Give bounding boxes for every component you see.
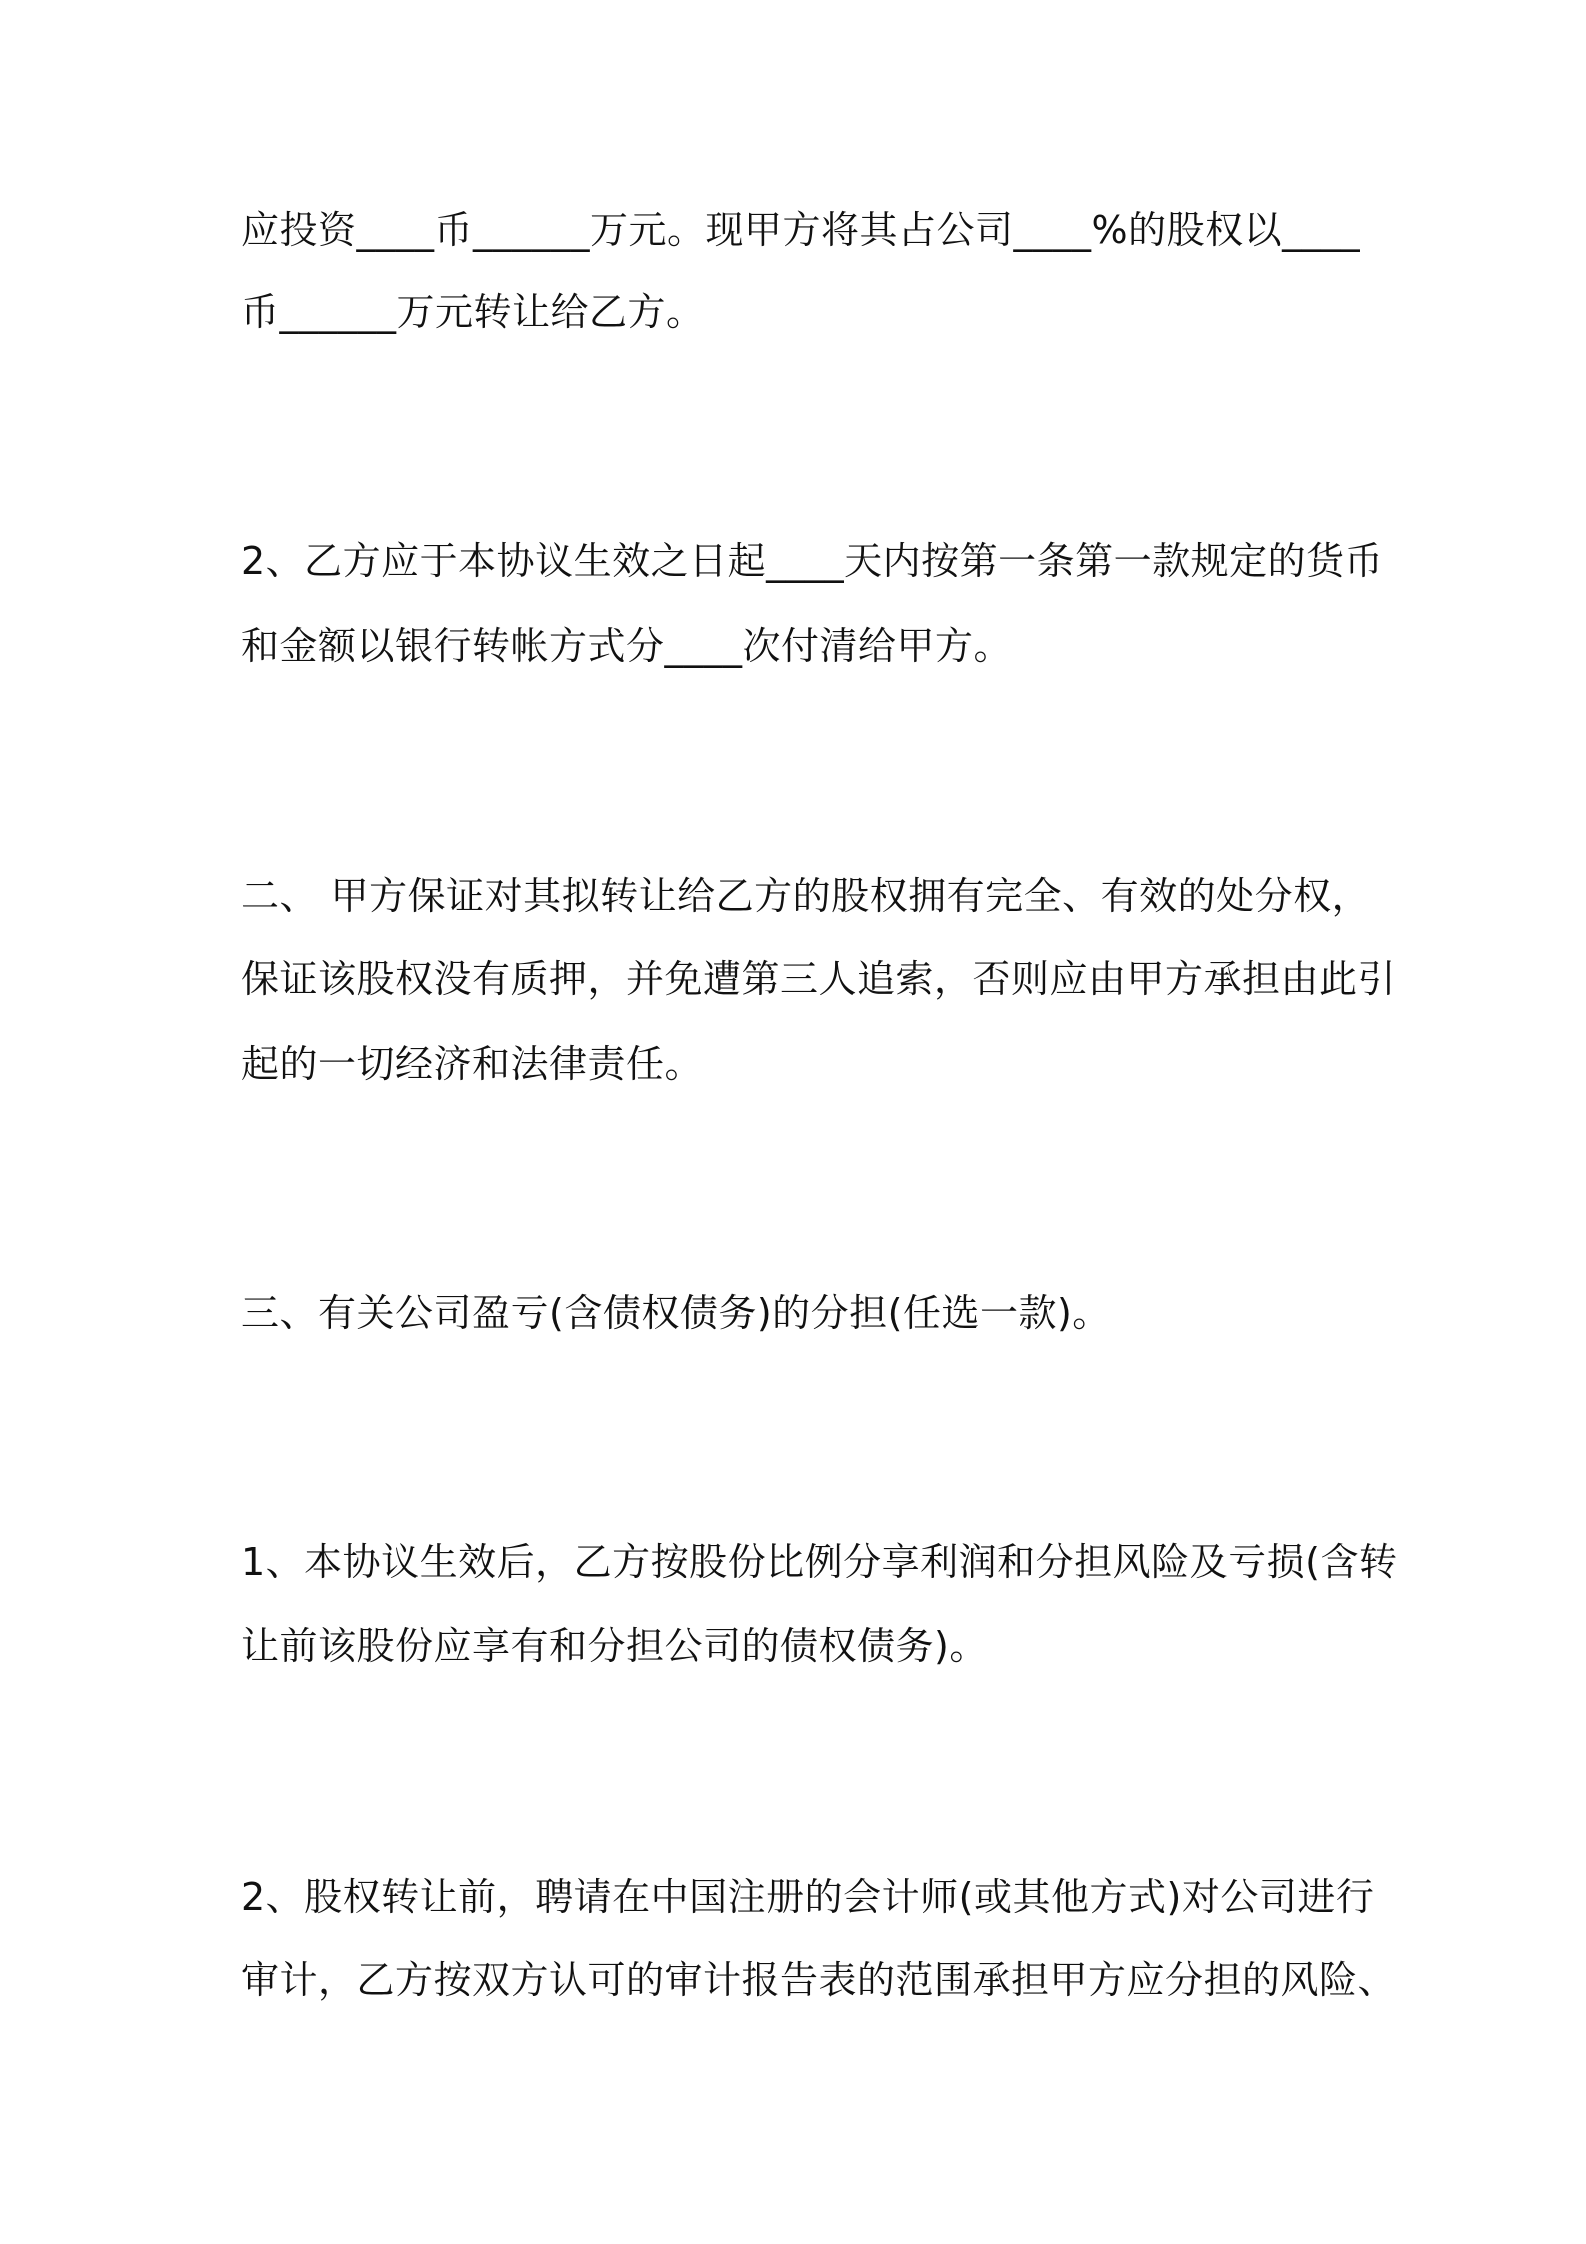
text-line: 保证该股权没有质押，并免遭第三人追索，否则应由甲方承担由此引 xyxy=(241,957,1397,1001)
text-line: 起的一切经济和法律责任。 xyxy=(241,1042,704,1086)
text-line: 审计，乙方按双方认可的审计报告表的范围承担甲方应分担的风险、 xyxy=(241,1958,1397,2002)
text-line: 和金额以银行转帐方式分____次付清给甲方。 xyxy=(241,624,1013,668)
text-line: 应投资____币______万元。现甲方将其占公司____%的股权以____ xyxy=(241,208,1361,252)
text-line: 币______万元转让给乙方。 xyxy=(241,290,705,334)
text-line: 二、 甲方保证对其拟转让给乙方的股权拥有完全、有效的处分权， xyxy=(241,874,1371,918)
text-line: 三、有关公司盈亏(含债权债务)的分担(任选一款)。 xyxy=(241,1291,1111,1335)
text-line: 让前该股份应享有和分担公司的债权债务)。 xyxy=(241,1624,988,1668)
text-line: 2、股权转让前，聘请在中国注册的会计师(或其他方式)对公司进行 xyxy=(241,1875,1375,1919)
text-line: 2、乙方应于本协议生效之日起____天内按第一条第一款规定的货币 xyxy=(241,539,1384,583)
text-line: 1、本协议生效后，乙方按股份比例分享利润和分担风险及亏损(含转 xyxy=(241,1540,1398,1584)
